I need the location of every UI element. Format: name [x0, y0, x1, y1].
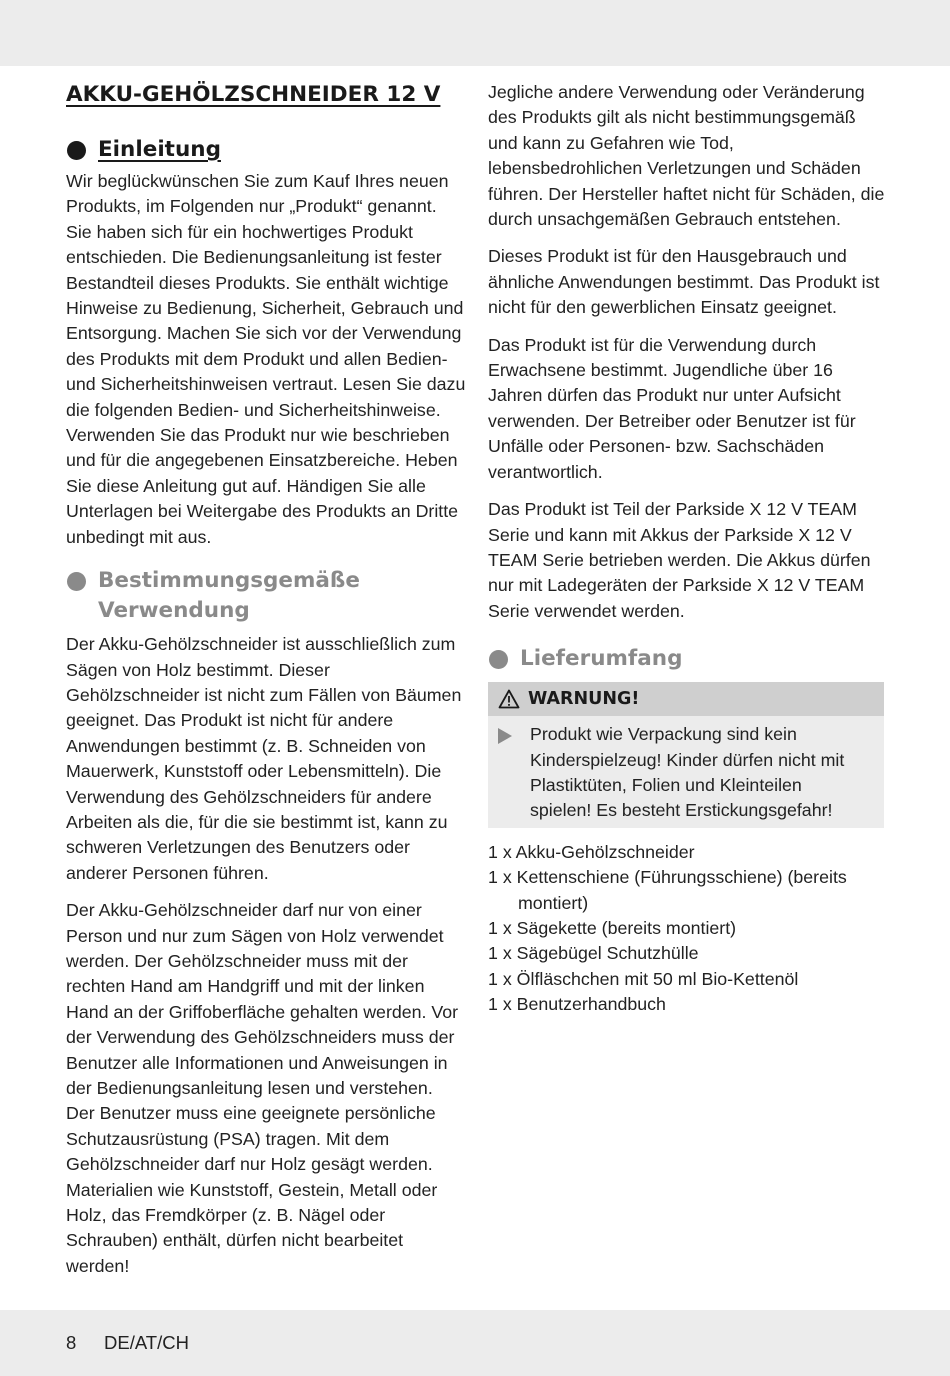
section-heading-scope-label: Lieferumfang — [520, 646, 683, 672]
page-title: AKKU-GEHÖLZSCHNEIDER 12 V — [66, 82, 441, 107]
intended-use-paragraph-4: Dieses Produkt ist für den Hausgebrauch und ähnliche Anwendungen bestimmt. Das Produkt ist nicht für den gewerblichen Einsatz geeignet. — [488, 246, 880, 318]
intended-use-paragraph-5: Das Produkt ist für die Verwendung durch Erwachsene bestimmt. Jugendliche über 16 Jahren dürfen das Produkt nur unter Aufsicht verwenden. Der Betreiber oder Benutzer ist für Unfälle oder Personen- bzw. Sachschäden verantwortlich. — [488, 334, 856, 482]
warning-box — [488, 682, 884, 828]
bullet-dot-icon — [67, 141, 86, 160]
intro-paragraph: Wir beglückwünschen Sie zum Kauf Ihres neuen Produkts, im Folgenden nur „Produkt“ genannt. Sie haben sich für ein hochwertiges Produkt entschieden. Die Bedienungsanleitung ist fester Bestandteil dieses Produkts. Sie enthält wichtige Hinweise zu Bedienung, Sicherheit, Gebrauch und Entsorgung. Machen Sie sich vor der Verwendung des Produkts mit dem Produkt und allen Bedien- und Sicherheitshinweisen vertraut. Lesen Sie dazu die folgenden Bedien- und Sicherheitshinweise. Verwenden Sie das Produkt nur wie beschrieben und für die angegebenen Einsatzbereiche. Heben Sie diese Anleitung gut auf. Händigen Sie alle Unterlagen bei Weitergabe des Produkts an Dritte unbedingt mit aus. — [66, 171, 466, 547]
list-item: 1 x Sägekette (bereits montiert) — [488, 917, 737, 938]
intended-use-paragraph-2: Der Akku-Gehölzschneider darf nur von einer Person und nur zum Sägen von Holz verwendet werden. Der Gehölzschneider muss mit der rechten Hand am Handgriff und mit der linken Hand an der Griffoberfläche gehalten werden. Vor der Verwendung des Gehölzschneiders muss der Benutzer alle Informationen und Anweisungen in der Bedienungsanleitung lesen und verstehen. Der Benutzer muss eine geeignete persönliche Schutzausrüstung (PSA) tragen. Mit dem Gehölzschneider darf nur Holz gesägt werden. Materialien wie Kunststoff, Gestein, Metall oder Holz, das Fremdkörper (z. B. Nägel oder Schrauben) enthält, dürfen nicht bearbeitet werden! — [66, 900, 459, 1276]
list-item: 1 x Kettenschiene (Führungsschiene) (bereits montiert) — [488, 867, 847, 913]
section-heading-intro-label: Einleitung — [98, 137, 221, 162]
footer-region: DE/AT/CH — [104, 1332, 189, 1353]
list-item: 1 x Sägebügel Schutzhülle — [488, 943, 699, 964]
bullet-dot-icon — [489, 650, 508, 669]
warning-body — [488, 716, 884, 828]
left-column — [66, 80, 466, 1279]
intended-use-paragraph-3: Jegliche andere Verwendung oder Veränderung des Produkts gilt als nicht bestimmungsgemäß und kann zu Gefahren wie Tod, lebensbedrohlichen Verletzungen und Schäden führen. Der Hersteller haftet nicht für Schäden, die durch unsachgemäßen Gebrauch entstehen. — [488, 82, 885, 230]
section-heading-intended-use — [66, 566, 466, 626]
header-band — [0, 0, 950, 66]
bullet-dot-icon — [67, 572, 86, 591]
scope-list — [488, 840, 888, 1018]
warning-text: Produkt wie Verpackung sind kein Kinderspielzeug! Kinder dürfen nicht mit Plastiktüten, Folien und Kleinteilen spielen! Es besteht Erstickungsgefahr! — [530, 724, 845, 821]
triangle-bullet-icon — [498, 728, 512, 744]
section-heading-intro — [66, 135, 466, 165]
intended-use-paragraph-1: Der Akku-Gehölzschneider ist ausschließlich zum Sägen von Holz bestimmt. Dieser Gehölzschneider ist nicht zum Fällen von Bäumen geeignet. Das Produkt ist nicht für andere Anwendungen bestimmt (z. B. Schneiden von Mauerwerk, Kunststoff oder Lebensmitteln). Die Verwendung des Gehölzschneiders für andere Arbeiten als die, für die sie bestimmt ist, kann zu schweren Verletzungen des Benutzers oder anderer Personen führen. — [66, 634, 462, 883]
section-heading-intended-use-line1: Bestimmungsgemäße — [98, 568, 360, 594]
right-column — [488, 80, 888, 1018]
list-item: 1 x Akku-Gehölzschneider — [488, 841, 695, 862]
page-number: 8 — [66, 1332, 77, 1353]
list-item: 1 x Benutzerhandbuch — [488, 994, 666, 1015]
intended-use-paragraph-6: Das Produkt ist Teil der Parkside X 12 V TEAM Serie und kann mit Akkus der Parkside X 12 V TEAM Serie betrieben werden. Die Akkus dürfen nur mit Ladegeräten der Parkside X 12 V TEAM Serie verwendet werden. — [488, 499, 871, 621]
warning-header — [488, 682, 884, 716]
page-footer — [66, 1330, 189, 1356]
section-heading-intended-use-line2: Verwendung — [98, 598, 250, 624]
warning-label: WARNUNG! — [528, 689, 640, 710]
section-heading-scope — [488, 644, 888, 674]
list-item: 1 x Ölfläschchen mit 50 ml Bio-Kettenöl — [488, 968, 799, 989]
warning-triangle-icon — [498, 689, 520, 709]
